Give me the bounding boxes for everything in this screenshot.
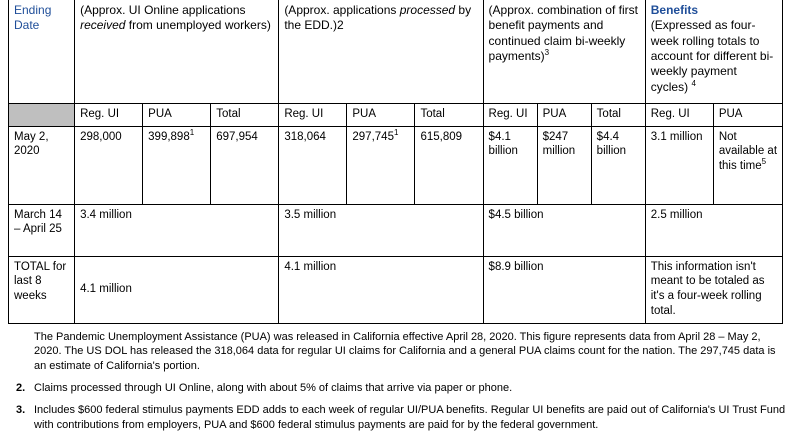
subheader-received-reg-ui: Reg. UI	[75, 104, 143, 127]
cell-total-processed: 4.1 million	[279, 256, 483, 323]
cell-value: 298,000	[80, 130, 122, 143]
cell-total-benefits: This information isn't meant to be totaled as it's a four-week rolling total.	[645, 256, 782, 323]
cell-benefits-pua	[713, 126, 782, 204]
subheader-payments-reg-ui: Reg. UI	[483, 104, 537, 127]
unemployment-claims-table	[8, 0, 783, 324]
subheader-processed-pua: PUA	[347, 104, 415, 127]
footnote-1	[8, 330, 788, 375]
subheader-received-total: Total	[211, 104, 279, 127]
cell-processed-reg-ui	[279, 126, 347, 204]
cell-value: 318,064	[284, 130, 326, 143]
row-label-may-2: May 2, 2020	[9, 126, 75, 204]
cell-payments-total	[591, 126, 645, 204]
cell-value: 697,954	[216, 130, 258, 143]
cell-summary-processed: 3.5 million	[279, 204, 483, 256]
table-header-row	[9, 0, 783, 104]
header-ending-date: Ending Date	[9, 0, 75, 104]
subheader-processed-reg-ui: Reg. UI	[279, 104, 347, 127]
cell-payments-reg-ui	[483, 126, 537, 204]
subheader-benefits-reg-ui: Reg. UI	[645, 104, 713, 127]
footnote-marker: 2.	[16, 382, 26, 395]
cell-value: 297,745	[352, 130, 394, 143]
footnote-2	[8, 381, 788, 396]
cell-received-total	[211, 126, 279, 204]
header-received-emphasis: received	[80, 18, 126, 33]
cell-total-received: 4.1 million	[75, 256, 279, 323]
footnote-text: Includes $600 federal stimulus payments EDD adds to each week of regular UI/PUA benefits. Regular UI benefits are paid out of California's UI Trust Fund with contributions from employers, PUA and $600 federal stimulus payments are paid for by the federal government.	[34, 403, 786, 431]
cell-received-reg-ui	[75, 126, 143, 204]
cell-processed-pua	[347, 126, 415, 204]
subheader-payments-total: Total	[591, 104, 645, 127]
cell-value: Not available at this time	[718, 130, 778, 173]
footnote-text: The Pandemic Unemployment Assistance (PUA) was released in California effective April 28, 2020. This figure represents data from April 28 – May 2, 2020. The US DOL has released the 318,064 data for regular UI claims for California and a general PUA claims count for the nation. The 297,745 data is an estimate of California's portion.	[34, 330, 776, 373]
cell-footnote-marker: 5	[761, 157, 767, 167]
footnote-marker	[8, 330, 34, 375]
cell-processed-total	[415, 126, 483, 204]
footnote-text: Claims processed through UI Online, along with about 5% of claims that arrive via paper or phone.	[34, 382, 513, 395]
row-label-total: TOTAL for last 8 weeks	[9, 256, 75, 323]
footnote-marker: 3.	[16, 403, 26, 416]
header-payments-text: (Approx. combination of first benefit payments and continued claim bi-weekly payments)	[488, 3, 638, 64]
cell-summary-benefits: 2.5 million	[645, 204, 782, 256]
header-benefits-footnote-marker: 4	[691, 78, 696, 88]
cell-value: $4.4 billion	[596, 130, 627, 158]
cell-footnote-marker: 1	[393, 127, 399, 137]
cell-summary-received: 3.4 million	[75, 204, 279, 256]
footnote-3	[8, 403, 788, 433]
subheader-benefits-pua: PUA	[713, 104, 782, 127]
row-label-march-april: March 14 – April 25	[9, 204, 75, 256]
cell-received-pua	[143, 126, 211, 204]
header-claims-processed: (Approx. applications processed by the EDD.)2	[279, 0, 483, 104]
cell-value: 399,898	[148, 130, 190, 143]
table-subheader-row	[9, 104, 783, 127]
header-benefits-desc: (Expressed as four-week rolling totals to account for different bi-weekly payment cycles)	[650, 18, 774, 94]
cell-value: $247 million	[542, 130, 576, 158]
cell-benefits-reg-ui	[645, 126, 713, 204]
table-row-summary	[9, 204, 783, 256]
cell-summary-payments: $4.5 billion	[483, 204, 645, 256]
subheader-blank	[9, 104, 75, 127]
cell-value: 3.1 million	[650, 130, 703, 143]
header-benefits-title: Benefits	[650, 3, 699, 17]
cell-value: $4.1 billion	[488, 130, 518, 158]
cell-payments-pua	[537, 126, 591, 204]
table-row	[9, 126, 783, 204]
subheader-payments-pua: PUA	[537, 104, 591, 127]
header-processed-emphasis: processed	[399, 3, 456, 17]
cell-value: 615,809	[420, 130, 463, 143]
cell-footnote-marker: 1	[189, 127, 195, 137]
subheader-processed-total: Total	[415, 104, 483, 127]
header-benefits	[645, 0, 782, 104]
header-claims-received: (Approx. UI Online applications received from unemployed workers)	[75, 0, 279, 104]
header-payments-footnote-marker: 3	[544, 48, 550, 58]
footnotes-list	[8, 330, 788, 433]
header-benefit-payments	[483, 0, 645, 104]
table-row-total	[9, 256, 783, 323]
cell-total-payments: $8.9 billion	[483, 256, 645, 323]
subheader-received-pua: PUA	[143, 104, 211, 127]
